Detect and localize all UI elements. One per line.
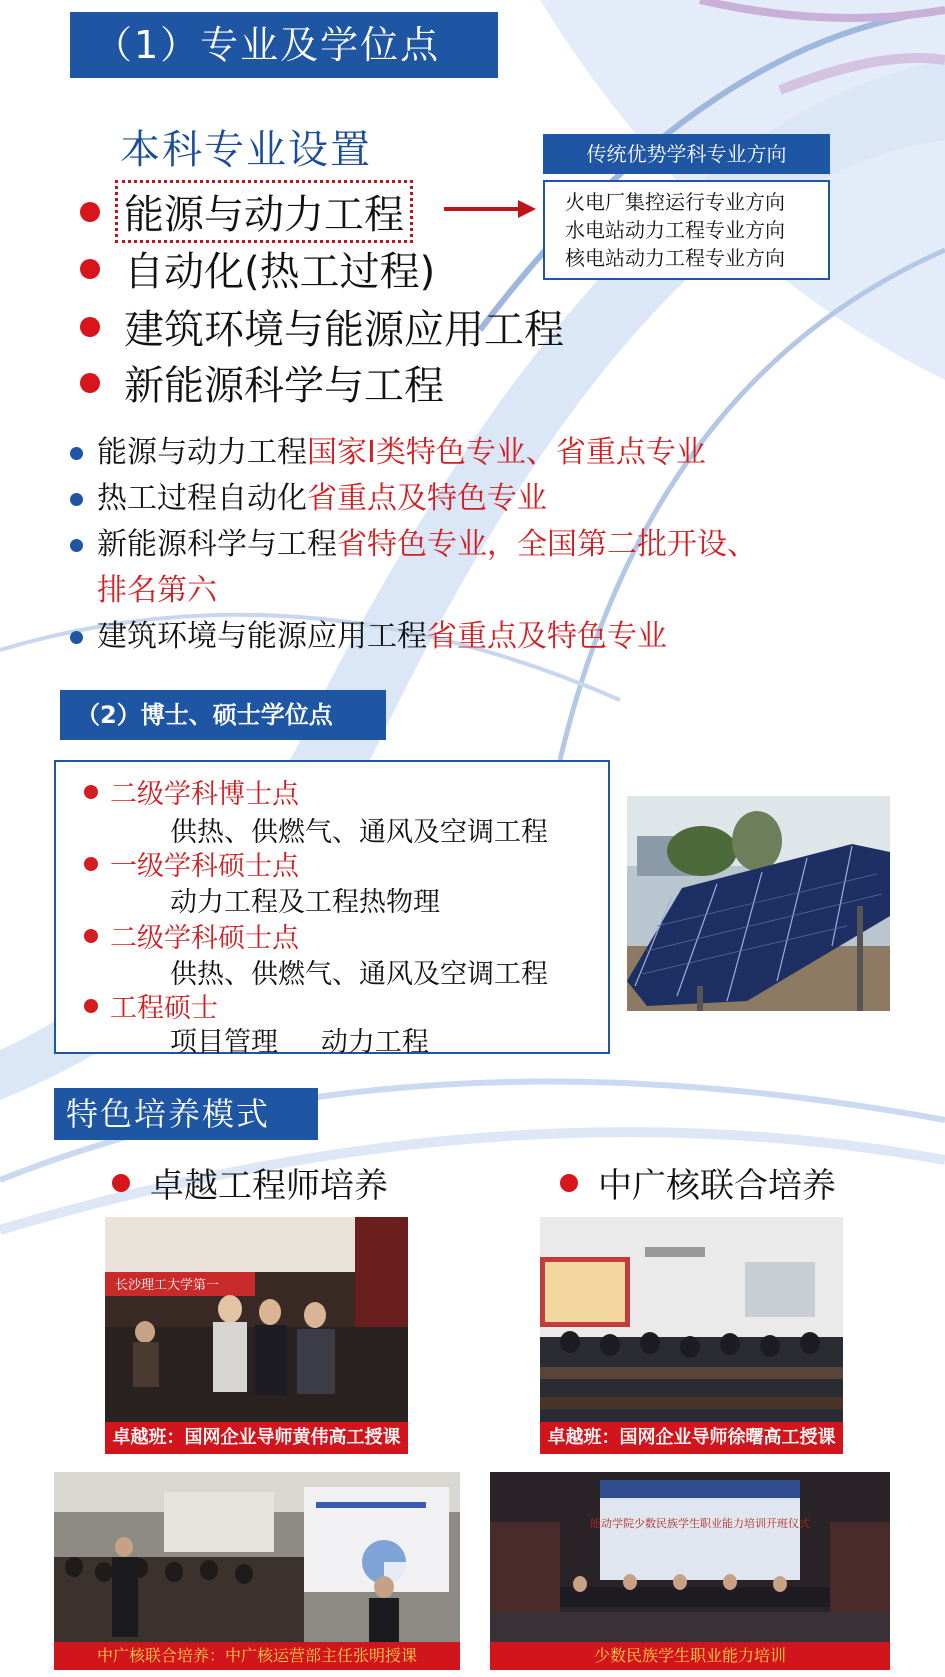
bullet-icon (70, 539, 83, 552)
degree-category (84, 844, 299, 883)
feature-major: 能源与动力工程 (97, 435, 307, 470)
bullet-icon (84, 785, 98, 799)
traditional-item: 水电站动力工程专业方向 (565, 218, 785, 242)
section1-title: （1）专业及学位点 (70, 12, 498, 78)
class-photo (105, 1217, 408, 1422)
degree-detail: 项目管理 动力工程 (170, 1027, 429, 1058)
class-photo-image (105, 1217, 408, 1422)
feature-honor: 省特色专业，全国第二批开设、 (337, 527, 757, 562)
solar-panel-photo (627, 796, 890, 1011)
feature-major: 新能源科学与工程 (97, 527, 337, 562)
undergrad-title: 本科专业设置 (120, 127, 372, 173)
degree-category (84, 772, 299, 811)
banner-text: 长沙理工大学第一 (115, 1278, 220, 1293)
bullet-icon (80, 317, 100, 337)
training-mode (112, 1158, 388, 1207)
feature-honor: 排名第六 (97, 573, 217, 608)
bullet-icon (80, 373, 100, 393)
bullet-icon (80, 202, 100, 222)
major-item (80, 354, 444, 411)
feature-item (70, 614, 667, 660)
traditional-list (543, 180, 830, 280)
section2-title: （2）博士、硕士学位点 (60, 690, 386, 740)
feature-honor: 省重点及特色专业 (307, 481, 547, 516)
bullet-icon (70, 631, 83, 644)
major-label: 能源与动力工程 (115, 180, 413, 243)
class-photo (490, 1472, 890, 1642)
training-mode-label: 中广核联合培养 (598, 1166, 836, 1206)
bullet-icon (84, 857, 98, 871)
traditional-title: 传统优势学科专业方向 (543, 134, 830, 174)
feature-honor: 省重点及特色专业 (427, 619, 667, 654)
photo-caption: 卓越班：国网企业导师徐曙高工授课 (540, 1422, 843, 1454)
class-photo (540, 1217, 843, 1422)
photo-caption: 中广核联合培养：中广核运营部主任张明授课 (54, 1642, 460, 1670)
feature-continuation (97, 568, 217, 614)
major-item (80, 298, 564, 355)
major-label: 自动化(热工过程) (124, 249, 436, 295)
degree-category-label: 二级学科博士点 (110, 779, 299, 810)
degree-detail: 动力工程及工程热物理 (170, 887, 440, 918)
class-photo-image (540, 1217, 843, 1422)
bullet-icon (112, 1174, 130, 1192)
bullet-icon (80, 259, 100, 279)
feature-item (70, 476, 547, 522)
training-mode-label: 卓越工程师培养 (150, 1166, 388, 1206)
major-item (80, 240, 435, 297)
major-label: 建筑环境与能源应用工程 (124, 307, 564, 353)
degree-category (84, 916, 299, 955)
degree-category-label: 二级学科硕士点 (110, 923, 299, 954)
bullet-icon (70, 447, 83, 460)
arrow-right-icon (444, 198, 536, 220)
class-photo (54, 1472, 460, 1642)
degree-category-label: 一级学科硕士点 (110, 851, 299, 882)
degree-list (54, 760, 610, 1058)
degree-category-label: 工程硕士 (110, 993, 218, 1024)
class-photo-image (490, 1472, 890, 1642)
bullet-icon (560, 1174, 578, 1192)
feature-item (70, 522, 757, 568)
training-mode (560, 1158, 836, 1207)
major-label: 新能源科学与工程 (124, 363, 444, 409)
traditional-item: 火电厂集控运行专业方向 (565, 190, 785, 214)
bullet-icon (70, 493, 83, 506)
major-item (80, 180, 413, 243)
photo-caption: 卓越班：国网企业导师黄伟高工授课 (105, 1422, 408, 1454)
bullet-icon (84, 929, 98, 943)
photo-caption: 少数民族学生职业能力培训 (490, 1642, 890, 1670)
traditional-item: 核电站动力工程专业方向 (565, 246, 785, 270)
class-photo-image (54, 1472, 460, 1642)
feature-item (70, 430, 706, 476)
degree-detail: 供热、供燃气、通风及空调工程 (170, 959, 548, 990)
section3-title: 特色培养模式 (54, 1088, 318, 1140)
feature-honor: 国家Ⅰ类特色专业、省重点专业 (307, 435, 706, 470)
feature-major: 热工过程自动化 (97, 481, 307, 516)
screen-text: 能动学院少数民族学生职业能力培训开班仪式 (590, 1517, 810, 1530)
bullet-icon (84, 999, 98, 1013)
degree-detail: 供热、供燃气、通风及空调工程 (170, 817, 548, 848)
feature-major: 建筑环境与能源应用工程 (97, 619, 427, 654)
